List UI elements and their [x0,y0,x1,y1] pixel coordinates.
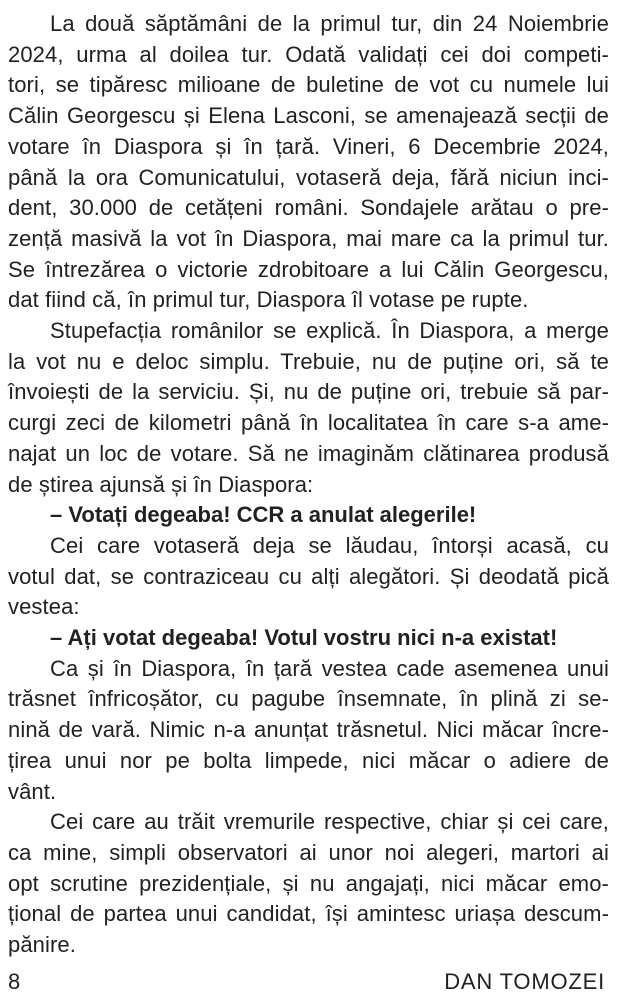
body-paragraph [8,807,609,961]
text-line: 2024, urma al doilea tur. Odată validați cei doi competi- [8,41,609,67]
text-line: nină de vară. Nimic n-a anunțat trăsnetul. Nici măcar încre- [8,717,609,743]
text-line: țirea unui nor pe bolta limpede, nici măcar o adiere de [8,747,609,773]
text-line: Se întrezărea o victorie zdrobitoare a lui Călin Georgescu, [8,256,609,282]
text-line: votul dat, se contraziceau cu alți alegători. Și deodată pică [8,563,609,589]
text-line: – Ați votat degeaba! Votul vostru nici n-a existat! [50,625,558,651]
text-line: tori, se tipăresc milioane de buletine de vot cu numele lui [8,72,609,98]
text-line: la vot nu e deloc simplu. Trebuie, nu de puține ori, să te [8,348,609,374]
text-line: ca mine, simpli observatori ai unor noi alegeri, martori ai [8,839,609,865]
running-header-author: DAN TOMOZEI [444,969,605,994]
text-line: – Votați degeaba! CCR a anulat alegerile! [50,502,477,528]
body-paragraph [8,531,609,623]
body-paragraph [8,654,609,808]
text-line: Ca și în Diaspora, în țară vestea cade asemenea unui [50,655,609,681]
text-line: dat fiind că, în primul tur, Diaspora îl votase pe rupte. [8,287,529,313]
text-line: votare în Diaspora și în țară. Vineri, 6 Decembrie 2024, [8,133,609,159]
page-footer [8,969,605,995]
text-line: Cei care votaseră deja se lăudau, întorși acasă, cu [50,532,609,558]
text-line: La două săptămâni de la primul tur, din 24 Noiembrie [50,11,609,36]
page-number: 8 [8,969,21,994]
text-line: țional de partea unui candidat, își amintesc uriașa descum- [8,901,609,927]
text-line: opt scrutine prezidențiale, și nu angajați, nici măcar emo- [8,870,609,896]
text-line: Stupefacția românilor se explică. În Diaspora, a merge [50,318,609,344]
text-line: învoiești de la serviciu. Și, nu de puține ori, trebuie să par- [8,379,609,405]
text-line: de știrea ajunsă și în Diaspora: [8,471,314,497]
text-line: trăsnet înfricoșător, cu pagube însemnate, în plină zi se- [8,686,609,712]
text-line: curgi zeci de kilometri până în localitatea în care s-a ame- [8,410,609,436]
page-body [8,9,609,961]
body-paragraph [8,9,609,316]
text-line: până la ora Comunicatului, votaseră deja, fără niciun inci- [8,164,609,190]
emphasis-paragraph [8,500,609,531]
text-line: zență masivă la vot în Diaspora, mai mare ca la primul tur. [8,225,609,251]
emphasis-paragraph [8,623,609,654]
text-line: Cei care au trăit vremurile respective, chiar și cei care, [50,809,609,835]
text-line: Călin Georgescu și Elena Lasconi, se amenajează secții de [8,103,609,129]
text-line: dent, 30.000 de cetățeni români. Sondajele arătau o pre- [8,195,609,221]
text-line: najat un loc de votare. Să ne imaginăm clătinarea produsă [8,440,609,466]
text-line: vestea: [8,594,80,620]
body-paragraph [8,316,609,500]
text-line: pănire. [8,932,76,958]
text-line: vânt. [8,778,57,804]
